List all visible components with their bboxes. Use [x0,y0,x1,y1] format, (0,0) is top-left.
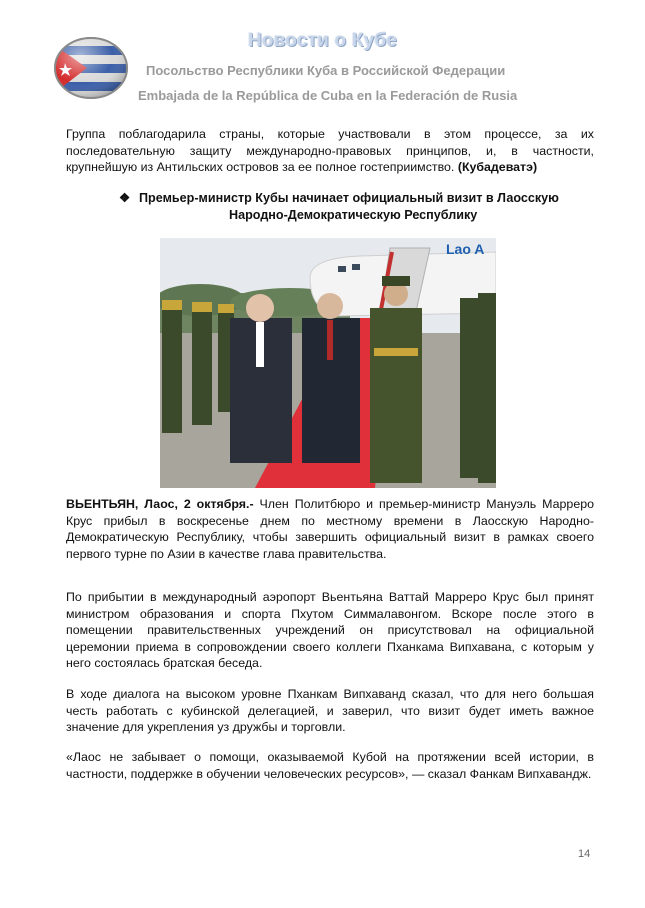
bullet-diamond-icon: ❖ [119,191,131,205]
airport-welcome-photo [160,238,496,488]
article-photo [160,238,496,488]
article-paragraph-4: «Лаос не забывает о помощи, оказываемой Кубой на протяжении всей истории, в частности, поддержке в обучении человеческих ресурсов», — сказал Фанкам Випхавандж. [66,750,594,781]
page-number: 14 [578,848,591,860]
intro-source: (Кубадеватэ) [457,160,538,175]
article-paragraph-1: ВЬЕНТЬЯН, Лаос, 2 октября.- Член Политбюро и премьер-министр Мануэль Марреро Крус прибыл в воскресенье днем по местному времени в Лаосскую Народно-Демократическую Республику, чтобы завершить официальный визит в рамках своего первого турне по Азии в качестве глава правительства. [66,497,594,561]
embassy-name-es: Embajada de la República de Cuba en la Federación de Rusia [138,88,518,103]
article-paragraph-2: По прибытии в международный аэропорт Вьентьяна Ваттай Марреро Крус был принят министром образования и спорта Пхутом Симмалавонгом. Вскоре после этого в помещении правительственных учреждений он присутствовал на официальной церемонии приема в сопровождении своего коллеги Пханкама Випхавана, с которым у него состоялась братская беседа. [66,590,594,671]
dateline: ВЬЕНТЬЯН, Лаос, 2 октября.- [66,497,254,511]
intro-paragraph: Группа поблагодарила страны, которые участвовали в этом процессе, за их последовательную защиту международно-правовых принципов, и, в частности, крупнейшую из Антильских островов за ее полное гостеприимство. (Кубадеватэ) [66,127,594,175]
article-headline: ❖ Премьер-министр Кубы начинает официальный визит в Лаосскую Народно-Демократическую Республику [119,191,559,222]
newsletter-title: Новости о Кубе [247,30,398,51]
plane-livery-text: Lao A [446,241,485,257]
page-header [0,0,645,120]
article-paragraph-3: В ходе диалога на высоком уровне Пханкам Випхаванд сказал, что для него большая честь работать с кубинской делегацией, и заверил, что визит будет иметь важное значение для укрепления уз дружбы и торговли. [66,687,594,735]
embassy-name-ru: Посольство Республики Куба в Российской Федерации [146,63,506,78]
